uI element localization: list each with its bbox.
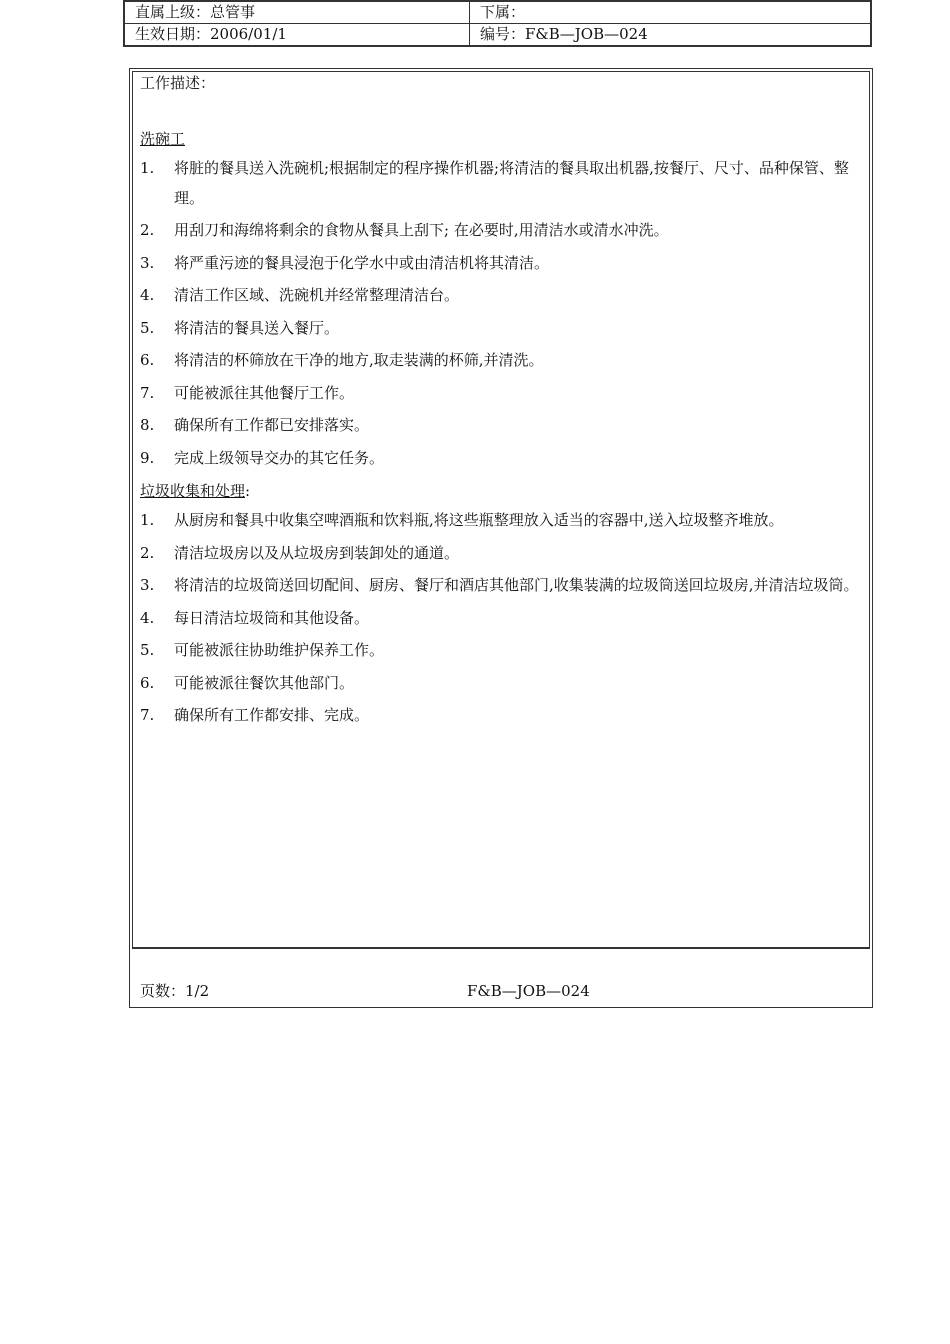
list-item-text: 可能被派往协助维护保养工作。 [174,641,385,659]
list-item [140,701,865,731]
list-item-text: 将清洁的餐具送入餐厅。 [174,318,340,337]
footer-document-code: F&B—JOB—024 [467,982,590,1000]
list-item [140,281,865,311]
list-item [140,571,865,601]
list-item-number: 6. [140,673,155,692]
list-item [140,379,865,409]
list-item [140,539,865,569]
list-item-number: 4. [140,286,155,304]
header-row-2 [124,24,871,47]
section-title-dishwasher [140,127,865,151]
job-description-content [140,68,865,731]
list-item-text: 确保所有工作都安排、完成。 [174,706,370,724]
header-info-table [123,0,872,47]
effective-date-cell: 生效日期：2006/01/1 [124,24,470,47]
list-item-text: 清洁工作区域、洗碗机并经常整理清洁台。 [174,286,460,304]
list-item-text: 每日清洁垃圾筒和其他设备。 [174,608,370,627]
list-item [140,346,865,376]
list-item-number: 7. [140,706,155,724]
list-item-text: 将严重污迹的餐具浸泡于化学水中或由清洁机将其清洁。 [174,253,550,272]
list-item [140,506,865,536]
list-item-number: 7. [140,383,155,402]
list-item-number: 9. [140,448,155,467]
list-item-text: 清洁垃圾房以及从垃圾房到装卸处的通道。 [174,543,460,562]
footer-divider [132,948,870,949]
list-item-number: 8. [140,416,155,434]
list-item-number: 6. [140,351,155,369]
section-title-text: 洗碗工 [140,130,186,148]
subordinate-cell: 下属： [470,1,872,24]
section-title-colon: : [245,482,251,500]
list-item-text: 将脏的餐具送入洗碗机;根据制定的程序操作机器;将清洁的餐具取出机器,按餐厅、尺寸、品种保管、整理。 [174,159,849,207]
list-item-text: 完成上级领导交办的其它任务。 [174,448,385,467]
list-item-number: 2. [140,543,155,562]
garbage-duty-list [140,506,865,731]
list-item-number: 5. [140,641,155,659]
list-item-text: 将清洁的垃圾筒送回切配间、厨房、餐厅和酒店其他部门,收集装满的垃圾筒送回垃圾房,并清洁垃圾筒。 [174,576,859,594]
job-description-heading: 工作描述： [140,74,216,92]
section-title-garbage [140,479,865,503]
list-item-number: 3. [140,576,155,594]
list-item [140,411,865,441]
list-item-number: 1. [140,511,155,529]
list-item [140,216,865,246]
list-item-text: 将清洁的杯筛放在干净的地方,取走装满的杯筛,并清洗。 [174,351,544,369]
list-item-number: 4. [140,608,155,627]
list-item-number: 3. [140,253,155,272]
header-row-1 [124,1,871,24]
list-item [140,444,865,474]
list-item [140,636,865,666]
list-item-text: 可能被派往其他餐厅工作。 [174,383,355,402]
footer-page-number: 页数：1/2 [140,982,210,1000]
supervisor-cell: 直属上级：总管事 [124,1,470,24]
list-item-text: 确保所有工作都已安排落实。 [174,416,370,434]
list-item-number: 1. [140,159,155,177]
list-item [140,314,865,344]
list-item-number: 2. [140,221,155,239]
dishwasher-duty-list [140,154,865,473]
document-code-cell: 编号：F&B—JOB—024 [470,24,872,47]
list-item [140,154,865,213]
list-item-text: 用刮刀和海绵将剩余的食物从餐具上刮下; 在必要时,用清洁水或清水冲洗。 [174,221,669,239]
section-title-text: 垃圾收集和处理 [140,482,246,500]
list-item [140,249,865,279]
list-item-text: 从厨房和餐具中收集空啤酒瓶和饮料瓶,将这些瓶整理放入适当的容器中,送入垃圾整齐堆放。 [174,511,784,529]
list-item [140,604,865,634]
list-item [140,669,865,699]
list-item-number: 5. [140,318,155,337]
list-item-text: 可能被派往餐饮其他部门。 [174,673,355,692]
